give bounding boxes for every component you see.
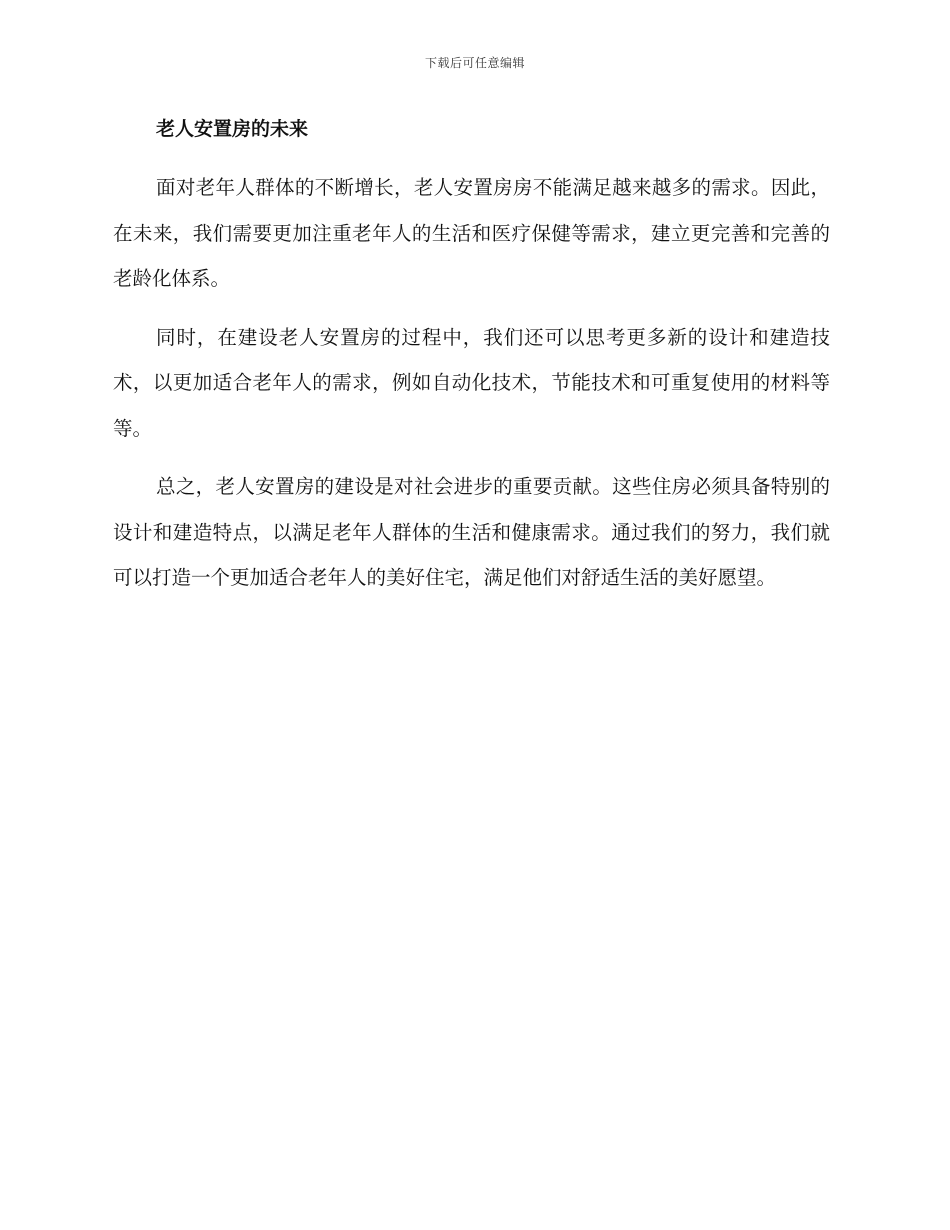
header-note: 下载后可任意编辑 bbox=[424, 56, 525, 70]
document-title: 老人安置房的未来 bbox=[156, 118, 309, 140]
paragraph-2: 同时，在建设老人安置房的过程中，我们还可以思考更多新的设计和建造技术，以更加适合老年人的需求，例如自动化技术，节能技术和可重复使用的材料等等。 bbox=[113, 325, 830, 440]
paragraph-3: 总之，老人安置房的建设是对社会进步的重要贡献。这些住房必须具备特别的设计和建造特点，以满足老年人群体的生活和健康需求。通过我们的努力，我们就可以打造一个更加适合老年人的美好住宅，满足他们对舒适生活的美好愿望。 bbox=[113, 475, 830, 589]
paragraph-1: 面对老年人群体的不断增长，老人安置房房不能满足越来越多的需求。因此，在未来，我们需要更加注重老年人的生活和医疗保健等需求，建立更完善和完善的老龄化体系。 bbox=[113, 176, 830, 290]
document-body bbox=[113, 113, 830, 614]
